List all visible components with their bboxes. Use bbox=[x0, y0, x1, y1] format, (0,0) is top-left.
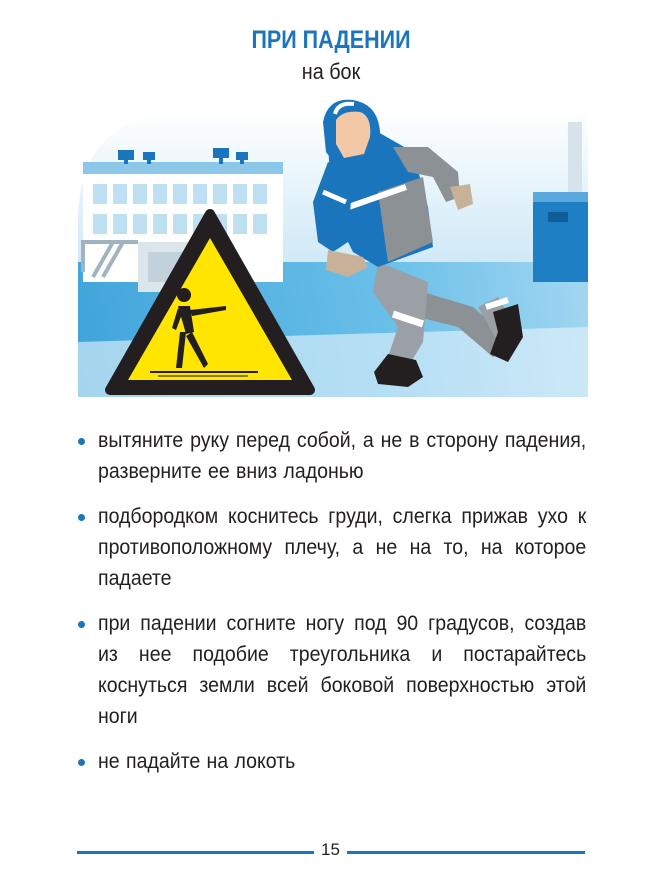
bullet-icon bbox=[78, 514, 85, 521]
list-item bbox=[78, 608, 586, 732]
instruction-list bbox=[78, 425, 586, 791]
page-subtitle: на бок bbox=[301, 59, 361, 84]
list-item-text: не падайте на локоть bbox=[98, 750, 296, 773]
list-item bbox=[78, 501, 586, 594]
list-item-text: при падении согните ногу под 90 градусов, создав из нее подобие треугольника и постарайтесь коснуться земли всей боковой поверхностью этой ноги bbox=[98, 612, 587, 728]
footer-divider-left bbox=[77, 851, 314, 854]
footer-divider-right bbox=[347, 851, 585, 854]
list-item-text: вытяните руку перед собой, а не в сторону падения, разверните ее вниз ладонью bbox=[98, 429, 587, 483]
page-number: 15 bbox=[321, 840, 340, 859]
list-item bbox=[78, 746, 586, 777]
list-item bbox=[78, 425, 586, 487]
page-title: ПРИ ПАДЕНИИ bbox=[251, 26, 411, 54]
bullet-icon bbox=[78, 438, 85, 445]
bullet-icon bbox=[78, 759, 85, 766]
list-item-text: подбородком коснитесь груди, слегка прижав ухо к противоположному плечу, а не на то, на которое падаете bbox=[98, 505, 587, 590]
bullet-icon bbox=[78, 621, 85, 628]
falling-worker-illustration bbox=[78, 92, 588, 397]
